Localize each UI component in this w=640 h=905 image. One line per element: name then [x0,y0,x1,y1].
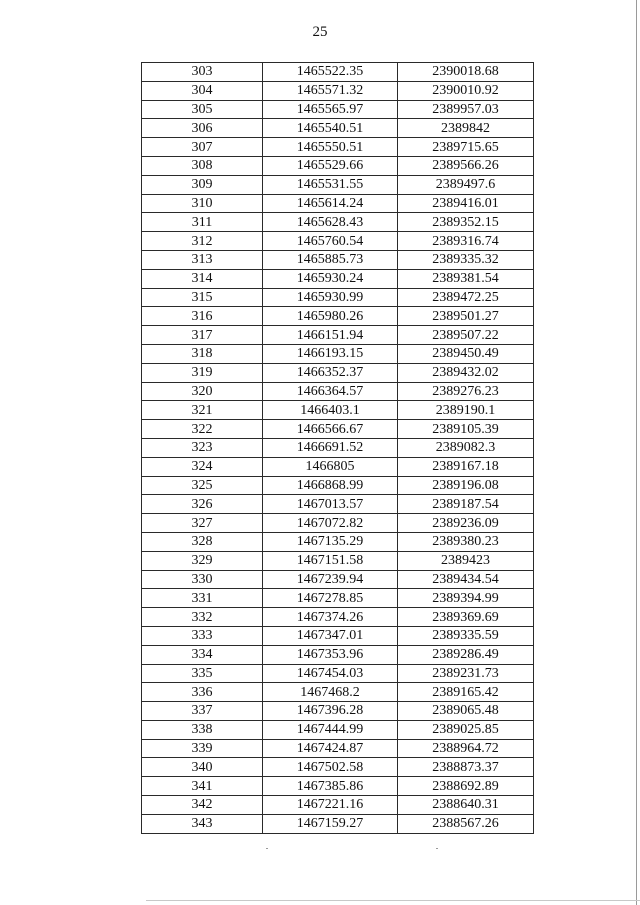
x-coordinate-cell: 1467221.16 [263,796,398,815]
table-row [142,420,534,439]
y-coordinate-cell: 2389472.25 [398,288,534,307]
x-coordinate-cell: 1466403.1 [263,401,398,420]
x-coordinate-cell: 1465885.73 [263,250,398,269]
x-coordinate-cell: 1465980.26 [263,307,398,326]
x-coordinate-cell: 1465565.97 [263,100,398,119]
table-row [142,589,534,608]
table-row [142,175,534,194]
page-bottom-line [146,900,640,901]
point-number-cell: 331 [142,589,263,608]
point-number-cell: 316 [142,307,263,326]
table-row [142,796,534,815]
y-coordinate-cell: 2389352.15 [398,213,534,232]
x-coordinate-cell: 1465550.51 [263,138,398,157]
y-coordinate-cell: 2388640.31 [398,796,534,815]
y-coordinate-cell: 2389316.74 [398,232,534,251]
point-number-cell: 334 [142,645,263,664]
x-coordinate-cell: 1466805 [263,457,398,476]
y-coordinate-cell: 2389842 [398,119,534,138]
x-coordinate-cell: 1467159.27 [263,814,398,833]
point-number-cell: 333 [142,626,263,645]
table-row [142,664,534,683]
table-row [142,457,534,476]
point-number-cell: 342 [142,796,263,815]
table-row [142,495,534,514]
table-row [142,250,534,269]
y-coordinate-cell: 2389165.42 [398,683,534,702]
table-row [142,156,534,175]
x-coordinate-cell: 1467424.87 [263,739,398,758]
y-coordinate-cell: 2389190.1 [398,401,534,420]
table-row [142,138,534,157]
x-coordinate-cell: 1465529.66 [263,156,398,175]
table-row [142,344,534,363]
x-coordinate-cell: 1466151.94 [263,326,398,345]
point-number-cell: 336 [142,683,263,702]
point-number-cell: 323 [142,438,263,457]
y-coordinate-cell: 2389236.09 [398,514,534,533]
table-row [142,382,534,401]
x-coordinate-cell: 1467347.01 [263,626,398,645]
table-row [142,438,534,457]
y-coordinate-cell: 2389380.23 [398,532,534,551]
y-coordinate-cell: 2389423 [398,551,534,570]
point-number-cell: 339 [142,739,263,758]
table-row [142,608,534,627]
y-coordinate-cell: 2390010.92 [398,81,534,100]
y-coordinate-cell: 2389187.54 [398,495,534,514]
point-number-cell: 304 [142,81,263,100]
y-coordinate-cell: 2389501.27 [398,307,534,326]
point-number-cell: 337 [142,702,263,721]
point-number-cell: 314 [142,269,263,288]
y-coordinate-cell: 2389715.65 [398,138,534,157]
x-coordinate-cell: 1465930.99 [263,288,398,307]
x-coordinate-cell: 1466193.15 [263,344,398,363]
y-coordinate-cell: 2388873.37 [398,758,534,777]
x-coordinate-cell: 1467013.57 [263,495,398,514]
point-number-cell: 335 [142,664,263,683]
table-row [142,269,534,288]
x-coordinate-cell: 1465760.54 [263,232,398,251]
table-row [142,307,534,326]
x-coordinate-cell: 1465540.51 [263,119,398,138]
table-row [142,645,534,664]
point-number-cell: 324 [142,457,263,476]
x-coordinate-cell: 1467374.26 [263,608,398,627]
y-coordinate-cell: 2389369.69 [398,608,534,627]
x-coordinate-cell: 1467444.99 [263,720,398,739]
table-row [142,194,534,213]
x-coordinate-cell: 1467072.82 [263,514,398,533]
y-coordinate-cell: 2389335.59 [398,626,534,645]
table-row [142,100,534,119]
point-number-cell: 318 [142,344,263,363]
point-number-cell: 327 [142,514,263,533]
x-coordinate-cell: 1467239.94 [263,570,398,589]
point-number-cell: 322 [142,420,263,439]
x-coordinate-cell: 1467353.96 [263,645,398,664]
table-row [142,326,534,345]
point-number-cell: 307 [142,138,263,157]
coordinates-table [141,62,534,834]
table-row [142,288,534,307]
page-number: 25 [312,24,328,40]
table-row [142,401,534,420]
y-coordinate-cell: 2389276.23 [398,382,534,401]
table-row [142,476,534,495]
x-coordinate-cell: 1467468.2 [263,683,398,702]
x-coordinate-cell: 1465930.24 [263,269,398,288]
y-coordinate-cell: 2389450.49 [398,344,534,363]
table-row [142,570,534,589]
coordinates-table-body [142,63,534,834]
table-row [142,777,534,796]
point-number-cell: 326 [142,495,263,514]
table-row [142,81,534,100]
table-row [142,720,534,739]
point-number-cell: 319 [142,363,263,382]
table-row [142,814,534,833]
x-coordinate-cell: 1467135.29 [263,532,398,551]
x-coordinate-cell: 1467278.85 [263,589,398,608]
y-coordinate-cell: 2389286.49 [398,645,534,664]
y-coordinate-cell: 2389507.22 [398,326,534,345]
table-row [142,514,534,533]
x-coordinate-cell: 1466566.67 [263,420,398,439]
point-number-cell: 329 [142,551,263,570]
y-coordinate-cell: 2388567.26 [398,814,534,833]
y-coordinate-cell: 2390018.68 [398,63,534,82]
page-edge-line [636,0,637,905]
table-row [142,758,534,777]
y-coordinate-cell: 2389065.48 [398,702,534,721]
y-coordinate-cell: 2389335.32 [398,250,534,269]
point-number-cell: 325 [142,476,263,495]
y-coordinate-cell: 2389432.02 [398,363,534,382]
x-coordinate-cell: 1467385.86 [263,777,398,796]
x-coordinate-cell: 1467454.03 [263,664,398,683]
x-coordinate-cell: 1465531.55 [263,175,398,194]
point-number-cell: 309 [142,175,263,194]
y-coordinate-cell: 2389416.01 [398,194,534,213]
point-number-cell: 343 [142,814,263,833]
x-coordinate-cell: 1466868.99 [263,476,398,495]
y-coordinate-cell: 2389566.26 [398,156,534,175]
table-row [142,551,534,570]
x-coordinate-cell: 1465628.43 [263,213,398,232]
scan-artifact [266,848,268,849]
x-coordinate-cell: 1465614.24 [263,194,398,213]
point-number-cell: 320 [142,382,263,401]
y-coordinate-cell: 2389394.99 [398,589,534,608]
point-number-cell: 317 [142,326,263,345]
point-number-cell: 305 [142,100,263,119]
y-coordinate-cell: 2388964.72 [398,739,534,758]
y-coordinate-cell: 2389231.73 [398,664,534,683]
y-coordinate-cell: 2389082.3 [398,438,534,457]
y-coordinate-cell: 2389167.18 [398,457,534,476]
point-number-cell: 306 [142,119,263,138]
table-row [142,702,534,721]
table-row [142,119,534,138]
table-row [142,363,534,382]
table-row [142,532,534,551]
x-coordinate-cell: 1466364.57 [263,382,398,401]
table-row [142,626,534,645]
x-coordinate-cell: 1467396.28 [263,702,398,721]
y-coordinate-cell: 2388692.89 [398,777,534,796]
point-number-cell: 312 [142,232,263,251]
table-row [142,739,534,758]
point-number-cell: 311 [142,213,263,232]
point-number-cell: 321 [142,401,263,420]
x-coordinate-cell: 1466691.52 [263,438,398,457]
point-number-cell: 315 [142,288,263,307]
y-coordinate-cell: 2389434.54 [398,570,534,589]
x-coordinate-cell: 1465522.35 [263,63,398,82]
table-row [142,213,534,232]
point-number-cell: 310 [142,194,263,213]
x-coordinate-cell: 1467151.58 [263,551,398,570]
table-row [142,232,534,251]
table-row [142,63,534,82]
point-number-cell: 332 [142,608,263,627]
y-coordinate-cell: 2389957.03 [398,100,534,119]
point-number-cell: 341 [142,777,263,796]
x-coordinate-cell: 1467502.58 [263,758,398,777]
y-coordinate-cell: 2389105.39 [398,420,534,439]
point-number-cell: 328 [142,532,263,551]
x-coordinate-cell: 1465571.32 [263,81,398,100]
point-number-cell: 338 [142,720,263,739]
y-coordinate-cell: 2389025.85 [398,720,534,739]
point-number-cell: 330 [142,570,263,589]
point-number-cell: 313 [142,250,263,269]
x-coordinate-cell: 1466352.37 [263,363,398,382]
y-coordinate-cell: 2389381.54 [398,269,534,288]
y-coordinate-cell: 2389497.6 [398,175,534,194]
y-coordinate-cell: 2389196.08 [398,476,534,495]
point-number-cell: 340 [142,758,263,777]
scan-artifact [436,848,438,849]
point-number-cell: 303 [142,63,263,82]
point-number-cell: 308 [142,156,263,175]
table-row [142,683,534,702]
